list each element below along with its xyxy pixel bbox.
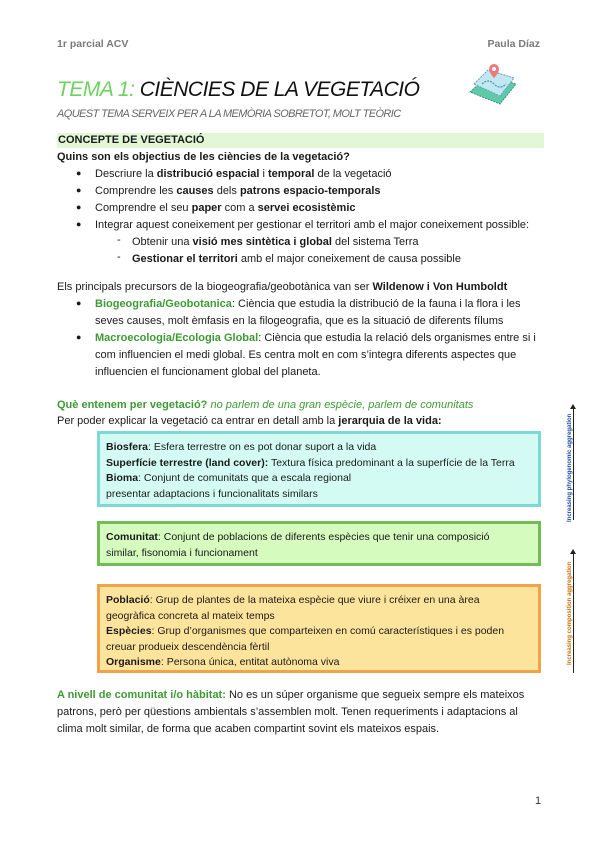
bullet-icon: ● <box>76 202 82 212</box>
bullet-icon: ● <box>76 168 82 178</box>
objective-item: Comprendre el seu paper com a servei ecosistèmic <box>95 202 356 214</box>
arrow-up-icon <box>570 404 576 409</box>
page-number: 1 <box>535 795 542 807</box>
box-line: presentar adaptacions i funcionalitats similars <box>106 487 318 500</box>
objective-item: Comprendre les causes dels patrons espacio-temporals <box>95 185 381 197</box>
label-composition-aggregation: Increasing composition aggregation <box>567 561 573 665</box>
box-line: Superfície terrestre (land cover): Textura física predominant a la superfície de la Terra <box>106 456 515 469</box>
definition-biogeografia-cont: seves causes, molt èmfasis en la filogeografia, que es la situació de diferents fílums <box>95 315 504 327</box>
box-line: Espècies: Grup d’organismes que comparteixen en comú característiques i es poden <box>106 625 505 637</box>
title-main: CIÈNCIES DE LA VEGETACIÓ <box>134 78 420 101</box>
page-title <box>57 78 419 102</box>
label-phylogenomic-aggregation: Increasing phylogenomic aggregation <box>567 413 573 522</box>
definition-macroecologia-cont: com influencien el medi global. Es centra molt en com s’integra diferents aspectes que <box>95 349 517 361</box>
objective-item: Integrar aquest coneixement per gestionar el territori amb el major coneixement possible: <box>95 219 530 231</box>
definition-biogeografia: Biogeografia/Geobotanica: Ciència que estudia la distribució de la fauna i la flora i les <box>95 298 521 310</box>
dash-marker: - <box>117 234 121 246</box>
dash-marker: - <box>117 251 121 263</box>
objectives-question: Quins son els objectius de les ciències de la vegetació? <box>57 151 350 163</box>
box-line: Comunitat: Conjunt de poblacions de diferents espècies que tenir una composició <box>106 531 490 543</box>
box-line: Organisme: Persona única, entitat autònoma viva <box>106 656 340 668</box>
box-line: creuar produeix descendència fèrtil <box>106 640 270 653</box>
page-subtitle: AQUEST TEMA SERVEIX PER A LA MEMÒRIA SOBRETOT, MOLT TEÒRIC <box>57 108 401 120</box>
title-prefix: TEMA 1: <box>57 78 135 101</box>
axis-line-composition <box>573 553 574 673</box>
sub-objective-item: Gestionar el territori amb el major coneixement de causa possible <box>132 253 461 265</box>
bullet-icon: ● <box>76 298 82 308</box>
precursors-intro: Els principals precursors de la biogeografia/geobotànica van ser Wildenow i Von Humboldt <box>57 281 508 293</box>
definition-macroecologia-cont: influencien el funcionament global del planeta. <box>95 366 321 378</box>
community-habitat-paragraph: A nivell de comunitat i/o hàbitat: No es un súper organisme que segueix sempre els mateixos <box>57 689 525 701</box>
bullet-icon: ● <box>76 219 82 229</box>
bullet-icon: ● <box>76 332 82 342</box>
hierarchy-box-community <box>97 521 541 566</box>
hierarchy-intro: Per poder explicar la vegetació ca entrar en detall amb la jerarquia de la vida: <box>57 415 442 427</box>
box-line: geogràfica concreta al mateix temps <box>106 609 275 622</box>
hierarchy-box-biosphere <box>97 431 541 507</box>
axis-line-phylogenomic <box>573 408 574 520</box>
header-course: 1r parcial ACV <box>57 38 129 50</box>
section-heading-concepte: CONCEPTE DE VEGETACIÓ <box>57 133 544 148</box>
sub-objective-item: Obtenir una visió mes sintètica i global del sistema Terra <box>132 236 419 248</box>
box-line: Bioma: Conjunt de comunitats que a escala regional <box>106 472 352 484</box>
community-habitat-cont: clima molt similar, de forma que acaben compartint sovint els mateixos espais. <box>57 723 440 735</box>
header-author: Paula Díaz <box>487 38 540 50</box>
hierarchy-box-population <box>97 584 541 673</box>
arrow-up-icon <box>570 549 576 554</box>
vegetation-heading: Què entenem per vegetació? no parlem de una gran espècie, parlem de comunitats <box>57 399 474 411</box>
map-pin-icon <box>464 62 524 108</box>
community-habitat-cont: patrons, però per qüestions ambientals s’assemblen molt. Tenen requeriments i adaptacions al <box>57 706 518 718</box>
box-line: similar, fisonomia i funcionament <box>106 546 258 559</box>
box-line: Població: Grup de plantes de la mateixa espècie que viure i créixer en una àrea <box>106 594 480 606</box>
objective-item: Descriure la distribució espacial i temporal de la vegetació <box>95 168 392 180</box>
definition-macroecologia: Macroecologia/Ecologia Global: Ciència que estudia la relació dels organismes entre si i <box>95 332 536 344</box>
box-line: Biosfera: Esfera terrestre on es pot donar suport a la vida <box>106 441 377 453</box>
bullet-icon: ● <box>76 185 82 195</box>
